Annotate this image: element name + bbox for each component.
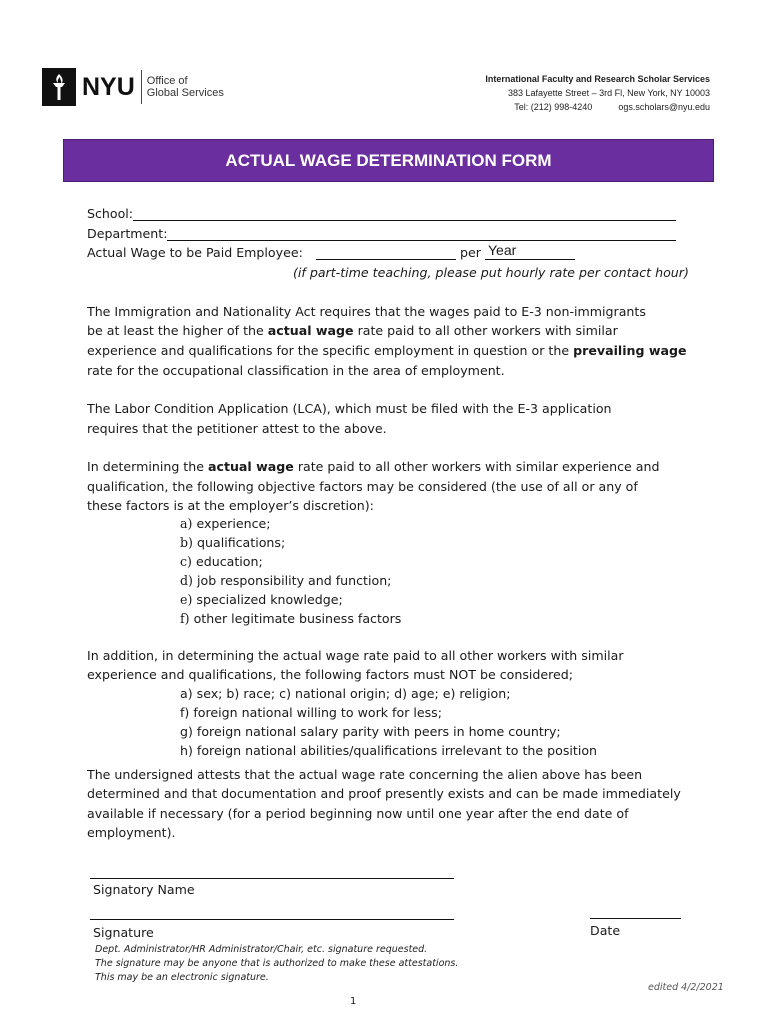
excluded-item: a) sex; b) race; c) national origin; d) age; e) religion; bbox=[180, 686, 511, 701]
factor-item bbox=[180, 573, 401, 592]
logo-wordmark: NYU bbox=[82, 72, 135, 101]
p4-line2: experience and qualifications, the following factors must NOT be considered; bbox=[87, 667, 574, 682]
p2-line2: requires that the petitioner attest to the above. bbox=[87, 421, 387, 436]
p3-line1 bbox=[87, 459, 660, 474]
excluded-item: g) foreign national salary parity with peers in home country; bbox=[180, 724, 561, 739]
p5-line2: determined and that documentation and proof presently exists and can be made immediately bbox=[87, 786, 681, 801]
signature-note-2: The signature may be anyone that is authorized to make these attestations. bbox=[95, 958, 459, 969]
factor-marker: e) bbox=[180, 592, 193, 607]
page-number: 1 bbox=[350, 996, 357, 1007]
p1-line3-bold: prevailing wage bbox=[573, 343, 687, 358]
contact-tel: Tel: (212) 998-4240 bbox=[514, 102, 593, 112]
p1-line2-bold: actual wage bbox=[267, 323, 354, 338]
date-field[interactable] bbox=[590, 918, 681, 919]
p3-line1-bold: actual wage bbox=[207, 459, 294, 474]
factor-text: other legitimate business factors bbox=[193, 611, 402, 626]
wage-note: (if part-time teaching, please put hourly rate per contact hour) bbox=[293, 265, 689, 280]
contact-org: International Faculty and Research Scholar Services bbox=[485, 74, 710, 84]
wage-label: Actual Wage to be Paid Employee: bbox=[87, 245, 303, 260]
factor-marker: b) bbox=[180, 535, 193, 550]
factor-item bbox=[180, 516, 401, 535]
p1-line2 bbox=[87, 323, 618, 338]
logo-subtitle-line2: Global Services bbox=[146, 87, 224, 99]
per-label: per bbox=[460, 245, 481, 260]
p5-line3: available if necessary (for a period beginning now until one year after the end date of bbox=[87, 806, 629, 821]
excluded-item: f) foreign national willing to work for less; bbox=[180, 705, 442, 720]
factor-item bbox=[180, 554, 401, 573]
factors-considered-list bbox=[180, 516, 401, 630]
school-field[interactable] bbox=[133, 220, 676, 221]
nyu-logo bbox=[42, 68, 224, 106]
signature-field[interactable] bbox=[90, 919, 454, 920]
per-value[interactable]: Year bbox=[488, 242, 517, 258]
logo-subtitle bbox=[147, 75, 224, 99]
p3-line1-c: rate paid to all other workers with similar experience and bbox=[293, 459, 660, 474]
contact-block bbox=[485, 72, 710, 114]
p1-line1: The Immigration and Nationality Act requires that the wages paid to E-3 non-immigrants bbox=[87, 304, 646, 319]
signatory-name-field[interactable] bbox=[90, 878, 454, 879]
factor-marker: d) bbox=[180, 573, 193, 588]
signature-label: Signature bbox=[93, 925, 154, 940]
p1-line4: rate for the occupational classification in the area of employment. bbox=[87, 363, 505, 378]
p3-line1-a: In determining the bbox=[87, 459, 208, 474]
factor-text: qualifications; bbox=[197, 535, 286, 550]
factor-item bbox=[180, 535, 401, 554]
p3-line2: qualification, the following objective factors may be considered (the use of all or any of bbox=[87, 479, 638, 494]
factor-item bbox=[180, 592, 401, 611]
factor-marker: f) bbox=[180, 611, 190, 626]
p3-line3: these factors is at the employer’s discretion): bbox=[87, 498, 374, 513]
factor-text: job responsibility and function; bbox=[197, 573, 392, 588]
p5-line4: employment). bbox=[87, 825, 176, 840]
excluded-item: h) foreign national abilities/qualifications irrelevant to the position bbox=[180, 743, 598, 758]
factors-excluded-list bbox=[180, 686, 597, 762]
department-label: Department: bbox=[87, 226, 168, 241]
wage-field[interactable] bbox=[316, 259, 456, 260]
torch-icon bbox=[42, 68, 76, 106]
p1-line2-a: be at least the higher of the bbox=[87, 323, 268, 338]
factor-text: specialized knowledge; bbox=[196, 592, 343, 607]
contact-address: 383 Lafayette Street – 3rd Fl, New York, NY 10003 bbox=[508, 88, 710, 98]
p1-line3-a: experience and qualifications for the specific employment in question or the bbox=[87, 343, 574, 358]
contact-phone-email bbox=[485, 100, 710, 114]
logo-subtitle-line1: Office of bbox=[146, 75, 188, 87]
factor-marker: a) bbox=[180, 516, 193, 531]
edited-date: edited 4/2/2021 bbox=[648, 982, 724, 993]
p1-line3 bbox=[87, 343, 687, 358]
p4-line1: In addition, in determining the actual wage rate paid to all other workers with similar bbox=[87, 648, 624, 663]
form-title-banner bbox=[63, 139, 714, 182]
form-title: ACTUAL WAGE DETERMINATION FORM bbox=[225, 150, 552, 170]
logo-divider bbox=[141, 70, 142, 104]
signature-note-3: This may be an electronic signature. bbox=[95, 972, 269, 983]
p1-line2-c: rate paid to all other workers with similar bbox=[353, 323, 618, 338]
department-field[interactable] bbox=[167, 240, 676, 241]
p2-line1: The Labor Condition Application (LCA), which must be filed with the E-3 application bbox=[87, 401, 612, 416]
per-field[interactable] bbox=[485, 259, 575, 260]
contact-email[interactable]: ogs.scholars@nyu.edu bbox=[618, 102, 710, 112]
factor-text: education; bbox=[195, 554, 263, 569]
factor-item bbox=[180, 611, 401, 630]
signatory-name-label: Signatory Name bbox=[93, 882, 195, 897]
signature-note-1: Dept. Administrator/HR Administrator/Chair, etc. signature requested. bbox=[95, 944, 428, 955]
p5-line1: The undersigned attests that the actual wage rate concerning the alien above has been bbox=[87, 767, 643, 782]
school-label: School: bbox=[87, 206, 134, 221]
factor-marker: c) bbox=[180, 554, 192, 569]
factor-text: experience; bbox=[196, 516, 271, 531]
date-label: Date bbox=[590, 923, 621, 938]
